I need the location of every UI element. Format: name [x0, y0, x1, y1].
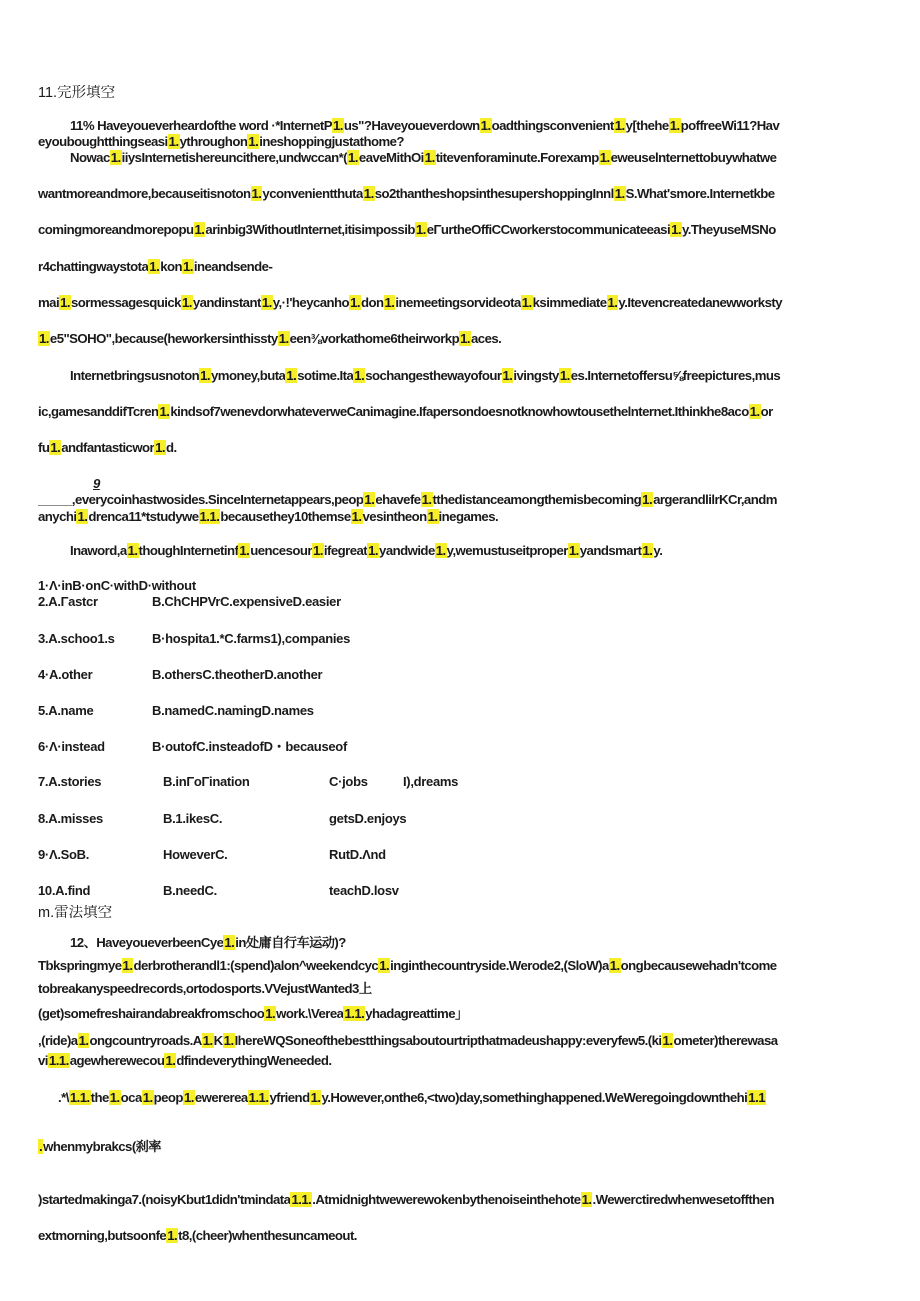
text-run: or: [760, 404, 773, 419]
highlight-mark: 1.: [200, 368, 211, 383]
text-run: ongbecausewehadn'tcome: [620, 958, 777, 973]
text-run: yandsmart: [579, 543, 642, 558]
text-run: aces.: [471, 331, 502, 346]
text-run: 9: [93, 476, 100, 491]
text-run: sotime.Ita: [297, 368, 354, 383]
text-run: y.However,onthe6,<two)day,somethinghappened.WeWeregoingdownthehi: [321, 1090, 748, 1105]
text-run: yconvenientthuta: [262, 186, 363, 201]
highlight-mark: 1.: [363, 186, 374, 201]
text-run: ineshoppingjustathome?: [259, 134, 404, 149]
highlight-mark: 1.: [559, 368, 570, 383]
highlight-mark: 1.1.: [48, 1053, 69, 1068]
text-run: (get)somefreshairandabreakfromschoo: [38, 1006, 265, 1021]
text-run: eΓurtheOffiCCworkerstocommunicateeasi: [426, 222, 671, 237]
text-run: in处庸自行车运动)?: [235, 935, 346, 950]
text-run: 11% Haveyoueverheardofthe word ·*InternetP: [70, 118, 332, 133]
highlight-mark: 1.: [312, 543, 323, 558]
text-run: uencesour: [250, 543, 312, 558]
text-run: yfriend: [269, 1090, 310, 1105]
text-run: y,wemustuseitproper: [446, 543, 568, 558]
text-run: .Atmidnightwewerewokenbythenoiseinthehote: [312, 1192, 581, 1207]
text-run: arinbig3Withoutlnternet,itisimpossib: [205, 222, 415, 237]
option-row: [38, 847, 880, 863]
option-row: [38, 667, 880, 683]
highlight-mark: 1.: [502, 368, 513, 383]
highlight-mark: 1.: [194, 222, 205, 237]
passage-line: [38, 404, 880, 420]
highlight-mark: 1.: [460, 331, 470, 346]
text-run: yandwide: [379, 543, 435, 558]
highlight-mark: 1.: [354, 368, 365, 383]
highlight-mark: 1.1.: [69, 1090, 90, 1105]
highlight-mark: 1.: [109, 1090, 120, 1105]
text-run: yandinstant: [192, 295, 261, 310]
text-run: andfantasticwor: [61, 440, 155, 455]
text-run: us"?Haveyoueverdown: [343, 118, 480, 133]
option-cell: teachD.losv: [329, 883, 399, 898]
highlight-mark: 1.: [421, 492, 432, 507]
text-run: tobreakanyspeedrecords,ortodosports.VVejustWanted3上: [38, 981, 372, 996]
highlight-mark: 1.: [480, 118, 491, 133]
highlight-mark: 1.: [127, 543, 138, 558]
highlight-mark: 1.: [351, 509, 362, 524]
text-run: r4chattingwaystota: [38, 259, 149, 274]
option-cell: 3.A.schoo1.s: [38, 631, 115, 646]
text-run: sochangesthewayofour: [365, 368, 502, 383]
passage-line: [38, 1053, 880, 1069]
text-run: y[thehe: [625, 118, 669, 133]
option-cell: 2.A.Γastcr: [38, 594, 98, 609]
text-run: K: [213, 1033, 223, 1048]
option-cell: 5.A.name: [38, 703, 94, 718]
highlight-mark: 1.: [581, 1192, 592, 1207]
option-row: [38, 631, 880, 647]
text-run: peop: [153, 1090, 183, 1105]
highlight-mark: 1.: [110, 150, 121, 165]
text-run: anychi: [38, 509, 77, 524]
passage-line: [38, 492, 880, 508]
highlight-mark: 1.: [310, 1090, 321, 1105]
highlight-mark: 1.: [379, 958, 390, 973]
passage-line: [38, 1192, 880, 1208]
text-run: agewherewecou: [69, 1053, 165, 1068]
passage-line: [38, 509, 880, 525]
text-run: oadthingsconvenient: [491, 118, 614, 133]
text-run: es.Internetoffersu⅝freepictures,mus: [570, 368, 781, 383]
text-run: y,·!'heycanho: [272, 295, 350, 310]
passage-line: [38, 1139, 880, 1155]
option-cell: B.ChCHPVrC.expensiveD.easier: [152, 594, 341, 609]
text-run: ythroughon: [179, 134, 248, 149]
text-run: kindsof7wenevdorwhateverweCanimagine.Ifapersondoesnotknowhowtousethelnternet.Ithinkhe8aco: [170, 404, 749, 419]
highlight-mark: 1.: [168, 134, 179, 149]
text-run: iiysInternetishereuncithere,undwccan*(: [121, 150, 348, 165]
highlight-mark: 1.: [671, 222, 681, 237]
highlight-mark: 1.: [332, 118, 343, 133]
passage-line: [38, 331, 880, 347]
text-run: y.TheyuseMSNo: [681, 222, 776, 237]
text-run: ewererea: [194, 1090, 248, 1105]
highlight-mark: 1.: [60, 295, 70, 310]
highlight-mark: 1.: [286, 368, 297, 383]
text-run: derbrotherandl1:(spend)alon^weekendcyc: [133, 958, 379, 973]
passage-line: [70, 935, 880, 951]
text-run: mai: [38, 295, 60, 310]
text-run: inegames.: [438, 509, 499, 524]
highlight-mark: 1.: [599, 150, 610, 165]
highlight-mark: 1.: [368, 543, 379, 558]
highlight-mark: 1.: [251, 186, 262, 201]
text-run: ymoney,buta: [211, 368, 286, 383]
option-row: [38, 703, 880, 719]
passage-line: [70, 118, 880, 134]
highlight-mark: 1.: [669, 118, 680, 133]
text-run: titevenforaminute.Forexamp: [435, 150, 599, 165]
text-run: comingmoreandmorepopu: [38, 222, 194, 237]
highlight-mark: 1.: [248, 134, 259, 149]
highlight-mark: 1.: [39, 331, 49, 346]
highlight-mark: 1.: [384, 295, 395, 310]
section-title: m.雷法填空: [38, 905, 113, 921]
text-run: .*\: [58, 1090, 69, 1105]
option-row: [38, 578, 880, 594]
text-run: sormessagesquick: [70, 295, 181, 310]
highlight-mark: 1.1: [748, 1090, 765, 1105]
text-run: )startedmakinga7.(noisyKbut1didn'tmindata: [38, 1192, 291, 1207]
text-run: d.: [166, 440, 177, 455]
text-run: whenmybrakcs(刹率: [43, 1139, 161, 1154]
highlight-mark: 1.: [614, 186, 625, 201]
option-cell: 9·Λ.SoB.: [38, 847, 90, 862]
text-run: Tbkspringmye: [38, 958, 122, 973]
option-cell: B.namedC.namingD.names: [152, 703, 314, 718]
highlight-mark: 1.: [78, 1033, 89, 1048]
text-run: extmorning,butsoonfe: [38, 1228, 167, 1243]
option-cell: 1·Λ·inB·onC·withD·without: [38, 578, 196, 593]
passage-line: [38, 134, 880, 150]
highlight-mark: 1.: [261, 295, 272, 310]
text-run: fu: [38, 440, 50, 455]
text-run: e5"SOHO",because(heworkersinthissty: [49, 331, 278, 346]
option-cell: I),dreams: [403, 774, 459, 789]
option-cell: B·outofC.insteadofD・becauseof: [152, 739, 347, 754]
passage-line: [70, 543, 880, 559]
text-run: .Wewerctiredwhenwesetoffthen: [592, 1192, 774, 1207]
highlight-mark: 1.: [607, 295, 618, 310]
text-run: so2thantheshopsinthesupershoppingInnl: [374, 186, 614, 201]
text-run: S.What'smore.Internetkbe: [625, 186, 775, 201]
text-run: vesintheon: [362, 509, 427, 524]
text-run: becausethey10themse: [220, 509, 351, 524]
passage-line: [38, 440, 880, 456]
highlight-mark: 1.: [224, 935, 235, 950]
option-cell: C·jobs: [329, 774, 368, 789]
text-run: ehavefe: [375, 492, 421, 507]
highlight-mark: 1.: [348, 150, 358, 165]
text-run: ,(ride)a: [38, 1033, 78, 1048]
text-run: yhadagreattime」: [365, 1006, 468, 1021]
passage-line: [38, 186, 880, 202]
highlight-mark: 1.1.: [291, 1192, 312, 1207]
highlight-mark: 1.: [122, 958, 133, 973]
text-run: 12、HaveyoueverbeenCye: [70, 935, 224, 950]
text-run: kon: [160, 259, 182, 274]
highlight-mark: 1.1.: [248, 1090, 269, 1105]
text-run: ongcountryroads.A: [89, 1033, 202, 1048]
passage-line: [38, 1033, 880, 1049]
text-run: _____,everycoinhastwosides.SinceInternetappears,peop: [38, 492, 364, 507]
text-run: een⅜vorkathome6theirworkp: [289, 331, 460, 346]
highlight-mark: 1.: [167, 1228, 178, 1243]
text-run: t8,(cheer)whenthesuncameout.: [178, 1228, 357, 1243]
text-run: Internetbringsusnoton: [70, 368, 200, 383]
text-run: Nowac: [70, 150, 110, 165]
option-cell: B.1.ikesC.: [163, 811, 223, 826]
text-run: y.: [653, 543, 663, 558]
text-run: ometer)therewasa: [673, 1033, 778, 1048]
text-run: IhereWQSoneofthebestthingsaboutourtripthatmadeushappy:everyfew5.(ki: [234, 1033, 662, 1048]
text-run: vi: [38, 1053, 48, 1068]
passage-line: [38, 981, 880, 997]
option-cell: 8.A.misses: [38, 811, 103, 826]
text-run: oca: [120, 1090, 142, 1105]
passage-line: [70, 150, 880, 166]
option-cell: HoweverC.: [163, 847, 228, 862]
highlight-mark: 1.: [183, 1090, 194, 1105]
option-row: [38, 739, 880, 755]
highlight-mark: 1.: [50, 440, 61, 455]
text-run: poffreeWi11?Hav: [680, 118, 780, 133]
section-title: 11.完形填空: [38, 85, 116, 101]
highlight-mark: 1.: [424, 150, 435, 165]
highlight-mark: 1.: [155, 440, 166, 455]
highlight-mark: 1.: [662, 1033, 673, 1048]
highlight-mark: 1.: [165, 1053, 176, 1068]
passage-line: [38, 259, 880, 275]
passage-line: [38, 958, 880, 974]
option-cell: B.inΓoΓination: [163, 774, 250, 789]
highlight-mark: 1.: [278, 331, 289, 346]
option-row: [38, 774, 880, 790]
option-cell: B·hospita1.*C.farms1),companies: [152, 631, 351, 646]
text-run: eweuselnternettobuywhatwe: [610, 150, 777, 165]
highlight-mark: 1.1.: [344, 1006, 365, 1021]
option-row: [38, 811, 880, 827]
option-cell: RutD.Λnd: [329, 847, 386, 862]
option-cell: 7.A.stories: [38, 774, 102, 789]
highlight-mark: 1.: [435, 543, 446, 558]
text-run: ic,gamesanddifTcren: [38, 404, 159, 419]
highlight-mark: 1.: [415, 222, 426, 237]
text-run: y.Itevencreatedanewworksty: [618, 295, 782, 310]
highlight-mark: 1.: [223, 1033, 234, 1048]
highlight-mark: 1.: [159, 404, 170, 419]
text-run: ksimmediate: [532, 295, 607, 310]
text-run: inemeetingsorvideota: [395, 295, 521, 310]
text-run: ifegreat: [323, 543, 368, 558]
highlight-mark: 1.: [568, 543, 579, 558]
text-run: ivingsty: [513, 368, 559, 383]
text-run: dfindeverythingWeneeded.: [176, 1053, 332, 1068]
option-cell: B.othersC.theotherD.another: [152, 667, 323, 682]
highlight-mark: 1.: [77, 509, 88, 524]
highlight-mark: 1.: [265, 1006, 276, 1021]
option-cell: B.needC.: [163, 883, 217, 898]
highlight-mark: 1.: [350, 295, 360, 310]
text-run: Inaword,a: [70, 543, 127, 558]
passage-line: [70, 368, 880, 384]
highlight-mark: 1.: [142, 1090, 153, 1105]
option-cell: 4·A.other: [38, 667, 93, 682]
highlight-mark: 1.: [642, 543, 653, 558]
text-run: tthedistanceamongthemisbecoming: [432, 492, 642, 507]
option-row: [38, 594, 880, 610]
text-run: thoughInternetinf: [138, 543, 239, 558]
highlight-mark: 1.: [181, 295, 192, 310]
text-run: work.\Verea: [276, 1006, 344, 1021]
highlight-mark: 1.: [239, 543, 250, 558]
highlight-mark: 1.: [609, 958, 620, 973]
highlight-mark: 1.: [364, 492, 375, 507]
text-run: the: [90, 1090, 109, 1105]
option-row: [38, 883, 880, 899]
text-run: eaveMithOi: [358, 150, 424, 165]
highlight-mark: 1.: [202, 1033, 213, 1048]
text-run: argerandlilrKCr,andm: [653, 492, 777, 507]
passage-line: [58, 1090, 880, 1106]
option-cell: getsD.enjoys: [329, 811, 407, 826]
text-run: eyouboughtthingseasi: [38, 134, 168, 149]
option-cell: 6·Λ·instead: [38, 739, 105, 754]
text-run: wantmoreandmore,becauseitisnoton: [38, 186, 251, 201]
highlight-mark: .: [39, 1139, 43, 1154]
text-run: drenca11*tstudywe: [88, 509, 199, 524]
passage-line: [93, 476, 880, 492]
option-cell: 10.A.find: [38, 883, 91, 898]
text-run: inginthecountryside.Werode2,(SloW)a: [390, 958, 609, 973]
text-run: don: [360, 295, 384, 310]
highlight-mark: 1.: [614, 118, 625, 133]
passage-line: [38, 222, 880, 238]
passage-line: [38, 1228, 880, 1244]
passage-line: [38, 295, 880, 311]
highlight-mark: 1.1.: [199, 509, 220, 524]
passage-line: [38, 1006, 880, 1022]
text-run: ineandsende-: [193, 259, 273, 274]
highlight-mark: 1.: [749, 404, 760, 419]
highlight-mark: 1.: [149, 259, 160, 274]
highlight-mark: 1.: [183, 259, 193, 274]
highlight-mark: 1.: [427, 509, 438, 524]
highlight-mark: 1.: [521, 295, 532, 310]
highlight-mark: 1.: [642, 492, 653, 507]
